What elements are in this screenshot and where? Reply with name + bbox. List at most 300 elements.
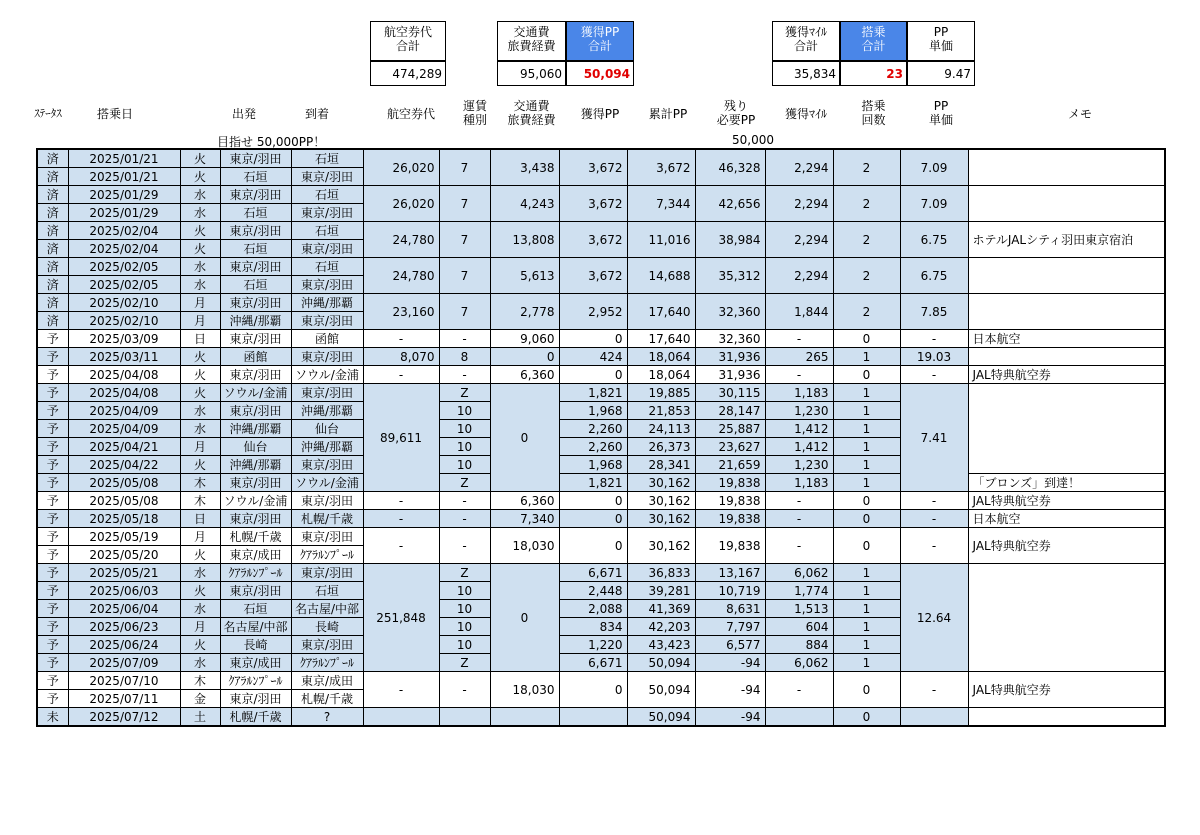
weekday-cell: 火 xyxy=(180,546,220,564)
fare-type-cell: 7 xyxy=(439,222,490,258)
pp-cell: 0 xyxy=(559,528,627,564)
miles-cell: - xyxy=(765,672,833,708)
arrive-cell: 東京/羽田 xyxy=(291,528,363,546)
cum-pp-cell: 18,064 xyxy=(627,348,695,366)
airfare-cell: - xyxy=(363,366,439,384)
weekday-cell: 火 xyxy=(180,240,220,258)
count-cell: 2 xyxy=(833,186,900,222)
weekday-cell: 木 xyxy=(180,492,220,510)
status-cell: 済 xyxy=(37,168,68,186)
date-cell: 2025/06/23 xyxy=(68,618,180,636)
transport-cell: 0 xyxy=(490,384,559,492)
airfare-cell: 251,848 xyxy=(363,564,439,672)
pp-cell: 834 xyxy=(559,618,627,636)
date-cell: 2025/05/08 xyxy=(68,492,180,510)
airfare-cell: 23,160 xyxy=(363,294,439,330)
table-row xyxy=(37,384,1165,402)
header-transport: 交通費 旅費経費 xyxy=(507,99,556,127)
depart-cell: 東京/羽田 xyxy=(220,149,291,168)
arrive-cell: ｸｱﾗﾙﾝﾌﾟｰﾙ xyxy=(291,654,363,672)
depart-cell: 東京/羽田 xyxy=(220,474,291,492)
count-cell: 1 xyxy=(833,456,900,474)
date-cell: 2025/04/09 xyxy=(68,402,180,420)
status-cell: 予 xyxy=(37,582,68,600)
arrive-cell: 東京/羽田 xyxy=(291,312,363,330)
count-cell: 0 xyxy=(833,330,900,348)
date-cell: 2025/03/09 xyxy=(68,330,180,348)
miles-cell: 6,062 xyxy=(765,564,833,582)
arrive-cell: 札幌/千歳 xyxy=(291,690,363,708)
status-cell: 済 xyxy=(37,276,68,294)
arrive-cell: 東京/羽田 xyxy=(291,636,363,654)
miles-cell: - xyxy=(765,510,833,528)
remain-cell: 32,360 xyxy=(695,330,765,348)
count-cell: 0 xyxy=(833,510,900,528)
cum-pp-cell: 17,640 xyxy=(627,330,695,348)
pp-cell: 2,088 xyxy=(559,600,627,618)
miles-cell: 1,183 xyxy=(765,474,833,492)
memo-cell xyxy=(968,708,1165,727)
transport-cell xyxy=(490,708,559,727)
table-row xyxy=(37,149,1165,168)
cum-pp-cell: 39,281 xyxy=(627,582,695,600)
header-pp: 獲得PP xyxy=(580,107,620,121)
miles-cell: 2,294 xyxy=(765,222,833,258)
pp-cell: 0 xyxy=(559,672,627,708)
arrive-cell: 石垣 xyxy=(291,149,363,168)
count-cell: 2 xyxy=(833,222,900,258)
depart-cell: 石垣 xyxy=(220,240,291,258)
weekday-cell: 日 xyxy=(180,330,220,348)
transport-cell: 13,808 xyxy=(490,222,559,258)
fare-cell: - xyxy=(439,510,490,528)
miles-cell xyxy=(765,708,833,727)
memo-cell: 「ブロンズ」到達！ xyxy=(968,474,1165,492)
remain-cell: 7,797 xyxy=(695,618,765,636)
depart-cell: 東京/羽田 xyxy=(220,510,291,528)
memo-cell: 日本航空 xyxy=(968,510,1165,528)
cum-pp-cell: 7,344 xyxy=(627,186,695,222)
pp-cell: 0 xyxy=(559,492,627,510)
depart-cell: 東京/羽田 xyxy=(220,258,291,276)
header-remain-pp: 残り 必要PP xyxy=(716,99,756,127)
target-label: 目指せ 50,000PP！ xyxy=(217,135,326,149)
arrive-cell: 東京/羽田 xyxy=(291,492,363,510)
arrive-cell: 名古屋/中部 xyxy=(291,600,363,618)
date-cell: 2025/06/03 xyxy=(68,582,180,600)
miles-cell: - xyxy=(765,528,833,564)
header-unit: PP 単価 xyxy=(928,99,953,127)
depart-cell: 沖縄/那覇 xyxy=(220,312,291,330)
airfare-cell: - xyxy=(363,510,439,528)
status-cell: 予 xyxy=(37,384,68,402)
arrive-cell: 東京/成田 xyxy=(291,672,363,690)
count-cell: 1 xyxy=(833,582,900,600)
count-cell: 0 xyxy=(833,672,900,708)
date-cell: 2025/01/29 xyxy=(68,204,180,222)
miles-cell: - xyxy=(765,330,833,348)
transport-cell: 9,060 xyxy=(490,330,559,348)
airfare-cell: 24,780 xyxy=(363,258,439,294)
weekday-cell: 日 xyxy=(180,510,220,528)
count-cell: 0 xyxy=(833,366,900,384)
pp-cell: 3,672 xyxy=(559,186,627,222)
arrive-cell: 長崎 xyxy=(291,618,363,636)
arrive-cell: 石垣 xyxy=(291,186,363,204)
fare-type-cell: 10 xyxy=(439,600,490,618)
airfare-cell: 24,780 xyxy=(363,222,439,258)
arrive-cell: ソウル/金浦 xyxy=(291,366,363,384)
depart-cell: 札幌/千歳 xyxy=(220,528,291,546)
pp-cell: 1,220 xyxy=(559,636,627,654)
date-cell: 2025/07/12 xyxy=(68,708,180,727)
status-cell: 予 xyxy=(37,330,68,348)
airfare-cell: - xyxy=(363,528,439,564)
pp-total-label: 獲得PP 合計 xyxy=(566,21,634,61)
depart-cell: 沖縄/那覇 xyxy=(220,420,291,438)
pp-unit-label: PP 単価 xyxy=(907,21,975,61)
cum-pp-cell: 30,162 xyxy=(627,474,695,492)
weekday-cell: 火 xyxy=(180,348,220,366)
table-row xyxy=(37,348,1165,366)
memo-cell xyxy=(968,258,1165,294)
cum-pp-cell: 43,423 xyxy=(627,636,695,654)
depart-cell: 札幌/千歳 xyxy=(220,708,291,727)
pp-cell: 3,672 xyxy=(559,149,627,186)
weekday-cell: 水 xyxy=(180,564,220,582)
miles-cell: 2,294 xyxy=(765,149,833,186)
status-cell: 未 xyxy=(37,708,68,727)
fare-type-cell: 10 xyxy=(439,582,490,600)
transport-cell: 3,438 xyxy=(490,149,559,186)
depart-cell: 東京/羽田 xyxy=(220,222,291,240)
count-cell: 0 xyxy=(833,708,900,727)
transport-cell: 6,360 xyxy=(490,366,559,384)
remain-cell: 46,328 xyxy=(695,149,765,186)
table-row xyxy=(37,258,1165,276)
airfare-total-label: 航空券代 合計 xyxy=(370,21,446,61)
table-row xyxy=(37,186,1165,204)
status-cell: 予 xyxy=(37,546,68,564)
status-cell: 予 xyxy=(37,600,68,618)
fare-type-cell: 10 xyxy=(439,402,490,420)
status-cell: 予 xyxy=(37,528,68,546)
date-cell: 2025/04/08 xyxy=(68,366,180,384)
depart-cell: 石垣 xyxy=(220,204,291,222)
unit-cell: 6.75 xyxy=(900,258,968,294)
cum-pp-cell: 36,833 xyxy=(627,564,695,582)
table-row xyxy=(37,366,1165,384)
weekday-cell: 火 xyxy=(180,636,220,654)
table-row xyxy=(37,492,1165,510)
transport-cell: 0 xyxy=(490,564,559,672)
unit-cell: 19.03 xyxy=(900,348,968,366)
unit-cell: 12.64 xyxy=(900,564,968,672)
status-cell: 予 xyxy=(37,438,68,456)
depart-cell: 東京/羽田 xyxy=(220,366,291,384)
count-cell: 1 xyxy=(833,564,900,582)
weekday-cell: 水 xyxy=(180,204,220,222)
depart-cell: 東京/羽田 xyxy=(220,186,291,204)
memo-cell xyxy=(968,348,1165,366)
miles-total-label: 獲得ﾏｲﾙ 合計 xyxy=(772,21,840,61)
transport-cell: 18,030 xyxy=(490,672,559,708)
date-cell: 2025/04/21 xyxy=(68,438,180,456)
status-cell: 予 xyxy=(37,690,68,708)
pp-cell: 2,952 xyxy=(559,294,627,330)
table-row xyxy=(37,330,1165,348)
depart-cell: 東京/羽田 xyxy=(220,294,291,312)
miles-cell: - xyxy=(765,492,833,510)
status-cell: 済 xyxy=(37,149,68,168)
header-arrive: 到着 xyxy=(304,107,329,121)
date-cell: 2025/02/10 xyxy=(68,312,180,330)
arrive-cell: 仙台 xyxy=(291,420,363,438)
date-cell: 2025/03/11 xyxy=(68,348,180,366)
depart-cell: ｸｱﾗﾙﾝﾌﾟｰﾙ xyxy=(220,564,291,582)
weekday-cell: 水 xyxy=(180,420,220,438)
memo-cell xyxy=(968,294,1165,330)
pp-cell: 424 xyxy=(559,348,627,366)
weekday-cell: 月 xyxy=(180,438,220,456)
fare-type-cell: 8 xyxy=(439,348,490,366)
date-cell: 2025/05/18 xyxy=(68,510,180,528)
cum-pp-cell: 50,094 xyxy=(627,708,695,727)
transport-cell: 2,778 xyxy=(490,294,559,330)
airfare-cell: 8,070 xyxy=(363,348,439,366)
fare-type-cell: 7 xyxy=(439,149,490,186)
count-cell: 1 xyxy=(833,420,900,438)
arrive-cell: 沖縄/那覇 xyxy=(291,402,363,420)
pp-cell: 1,821 xyxy=(559,384,627,402)
fare-type-cell: 10 xyxy=(439,636,490,654)
status-cell: 済 xyxy=(37,240,68,258)
flight-table xyxy=(36,148,1166,727)
status-cell: 済 xyxy=(37,258,68,276)
miles-cell: 1,774 xyxy=(765,582,833,600)
fare-type-cell: 7 xyxy=(439,258,490,294)
header-airfare: 航空券代 xyxy=(386,107,435,121)
airfare-cell: 26,020 xyxy=(363,186,439,222)
table-row xyxy=(37,528,1165,546)
count-cell: 1 xyxy=(833,402,900,420)
depart-cell: 函館 xyxy=(220,348,291,366)
date-cell: 2025/07/10 xyxy=(68,672,180,690)
pp-cell: 2,260 xyxy=(559,420,627,438)
status-cell: 済 xyxy=(37,204,68,222)
arrive-cell: ? xyxy=(291,708,363,727)
count-cell: 2 xyxy=(833,149,900,186)
count-cell: 0 xyxy=(833,492,900,510)
target-value: 50,000 xyxy=(732,133,774,147)
status-cell: 済 xyxy=(37,186,68,204)
count-cell: 1 xyxy=(833,618,900,636)
miles-cell: 1,183 xyxy=(765,384,833,402)
cum-pp-cell: 41,369 xyxy=(627,600,695,618)
cum-pp-cell: 18,064 xyxy=(627,366,695,384)
pp-total-value: 50,094 xyxy=(566,61,634,86)
pp-cell: 6,671 xyxy=(559,654,627,672)
pp-cell: 6,671 xyxy=(559,564,627,582)
fare-type-cell: Z xyxy=(439,474,490,492)
fare-type-cell: 7 xyxy=(439,294,490,330)
miles-cell: 1,844 xyxy=(765,294,833,330)
date-cell: 2025/02/04 xyxy=(68,222,180,240)
date-cell: 2025/01/21 xyxy=(68,168,180,186)
date-cell: 2025/05/21 xyxy=(68,564,180,582)
transport-total-value: 95,060 xyxy=(497,61,566,86)
date-cell: 2025/02/10 xyxy=(68,294,180,312)
date-cell: 2025/02/04 xyxy=(68,240,180,258)
depart-cell: 仙台 xyxy=(220,438,291,456)
boarding-total-value: 23 xyxy=(840,61,907,86)
miles-cell: 1,230 xyxy=(765,456,833,474)
transport-cell: 18,030 xyxy=(490,528,559,564)
weekday-cell: 火 xyxy=(180,582,220,600)
fare-cell: - xyxy=(439,672,490,708)
pp-cell: 3,672 xyxy=(559,222,627,258)
remain-cell: 28,147 xyxy=(695,402,765,420)
depart-cell: 長崎 xyxy=(220,636,291,654)
unit-cell: - xyxy=(900,366,968,384)
memo-cell xyxy=(968,384,1165,474)
remain-cell: 38,984 xyxy=(695,222,765,258)
cum-cell: 30,162 xyxy=(627,492,695,510)
miles-cell: 2,294 xyxy=(765,186,833,222)
cum-cell: 30,162 xyxy=(627,528,695,564)
date-cell: 2025/07/11 xyxy=(68,690,180,708)
fare-cell: - xyxy=(439,528,490,564)
miles-cell: 2,294 xyxy=(765,258,833,294)
table-row xyxy=(37,708,1165,727)
transport-total-label: 交通費 旅費経費 xyxy=(497,21,566,61)
date-cell: 2025/05/20 xyxy=(68,546,180,564)
unit-cell: - xyxy=(900,492,968,510)
pp-cell: 1,968 xyxy=(559,402,627,420)
header-depart: 出発 xyxy=(231,107,256,121)
miles-cell: 6,062 xyxy=(765,654,833,672)
arrive-cell: 石垣 xyxy=(291,582,363,600)
date-cell: 2025/01/29 xyxy=(68,186,180,204)
depart-cell: ｸｱﾗﾙﾝﾌﾟｰﾙ xyxy=(220,672,291,690)
airfare-total-value: 474,289 xyxy=(370,61,446,86)
miles-cell: 604 xyxy=(765,618,833,636)
fare-type-cell xyxy=(439,708,490,727)
unit-cell: - xyxy=(900,510,968,528)
remain-cell: 10,719 xyxy=(695,582,765,600)
fare-type-cell: 10 xyxy=(439,420,490,438)
count-cell: 0 xyxy=(833,528,900,564)
remain-cell: 35,312 xyxy=(695,258,765,294)
table-row xyxy=(37,222,1165,240)
count-cell: 1 xyxy=(833,600,900,618)
fare-cell: - xyxy=(439,492,490,510)
memo-cell: JAL特典航空券 xyxy=(968,528,1165,564)
remain-cell: 42,656 xyxy=(695,186,765,222)
arrive-cell: 石垣 xyxy=(291,222,363,240)
memo-cell: JAL特典航空券 xyxy=(968,366,1165,384)
status-cell: 予 xyxy=(37,348,68,366)
remain-cell: 8,631 xyxy=(695,600,765,618)
weekday-cell: 月 xyxy=(180,312,220,330)
count-cell: 1 xyxy=(833,348,900,366)
fare-type-cell: Z xyxy=(439,384,490,402)
airfare-cell: - xyxy=(363,672,439,708)
depart-cell: 東京/羽田 xyxy=(220,402,291,420)
count-cell: 2 xyxy=(833,258,900,294)
miles-cell: - xyxy=(765,366,833,384)
miles-cell: 884 xyxy=(765,636,833,654)
depart-cell: 石垣 xyxy=(220,168,291,186)
remain-cell: -94 xyxy=(695,708,765,727)
remain-cell: 31,936 xyxy=(695,366,765,384)
depart-cell: 東京/羽田 xyxy=(220,330,291,348)
unit-cell: - xyxy=(900,528,968,564)
airfare-cell: - xyxy=(363,492,439,510)
status-cell: 予 xyxy=(37,618,68,636)
remain-cell: -94 xyxy=(695,672,765,708)
header-miles: 獲得ﾏｲﾙ xyxy=(784,107,827,121)
status-cell: 予 xyxy=(37,456,68,474)
fare-type-cell: 10 xyxy=(439,618,490,636)
table-row xyxy=(37,474,1165,492)
status-cell: 予 xyxy=(37,492,68,510)
remain-cell: 19,838 xyxy=(695,510,765,528)
header-count: 搭乗 回数 xyxy=(861,99,886,127)
header-fare-type: 運賃 種別 xyxy=(462,99,487,127)
remain-cell: 23,627 xyxy=(695,438,765,456)
header-date: 搭乗日 xyxy=(96,107,133,121)
arrive-cell: 東京/羽田 xyxy=(291,384,363,402)
transport-cell: 7,340 xyxy=(490,510,559,528)
date-cell: 2025/07/09 xyxy=(68,654,180,672)
arrive-cell: 東京/羽田 xyxy=(291,168,363,186)
status-cell: 予 xyxy=(37,564,68,582)
unit-cell: 7.85 xyxy=(900,294,968,330)
status-cell: 予 xyxy=(37,510,68,528)
date-cell: 2025/05/19 xyxy=(68,528,180,546)
pp-cell: 0 xyxy=(559,366,627,384)
remain-cell: 25,887 xyxy=(695,420,765,438)
unit-cell: - xyxy=(900,672,968,708)
memo-cell: ホテルJALシティ羽田東京宿泊 xyxy=(968,222,1165,258)
weekday-cell: 水 xyxy=(180,600,220,618)
fare-type-cell: Z xyxy=(439,564,490,582)
pp-cell: 0 xyxy=(559,330,627,348)
miles-cell: 1,412 xyxy=(765,438,833,456)
count-cell: 1 xyxy=(833,438,900,456)
miles-cell: 1,412 xyxy=(765,420,833,438)
fare-type-cell: 10 xyxy=(439,438,490,456)
unit-cell: 7.09 xyxy=(900,186,968,222)
cum-pp-cell: 17,640 xyxy=(627,294,695,330)
unit-cell: 6.75 xyxy=(900,222,968,258)
cum-cell: 30,162 xyxy=(627,510,695,528)
transport-cell: 0 xyxy=(490,348,559,366)
count-cell: 2 xyxy=(833,294,900,330)
status-cell: 予 xyxy=(37,474,68,492)
cum-pp-cell: 42,203 xyxy=(627,618,695,636)
weekday-cell: 火 xyxy=(180,384,220,402)
cum-pp-cell: 21,853 xyxy=(627,402,695,420)
arrive-cell: 札幌/千歳 xyxy=(291,510,363,528)
weekday-cell: 月 xyxy=(180,618,220,636)
pp-cell: 1,968 xyxy=(559,456,627,474)
airfare-cell: 89,611 xyxy=(363,384,439,492)
arrive-cell: 函館 xyxy=(291,330,363,348)
remain-cell: 19,838 xyxy=(695,492,765,510)
depart-cell: ソウル/金浦 xyxy=(220,384,291,402)
